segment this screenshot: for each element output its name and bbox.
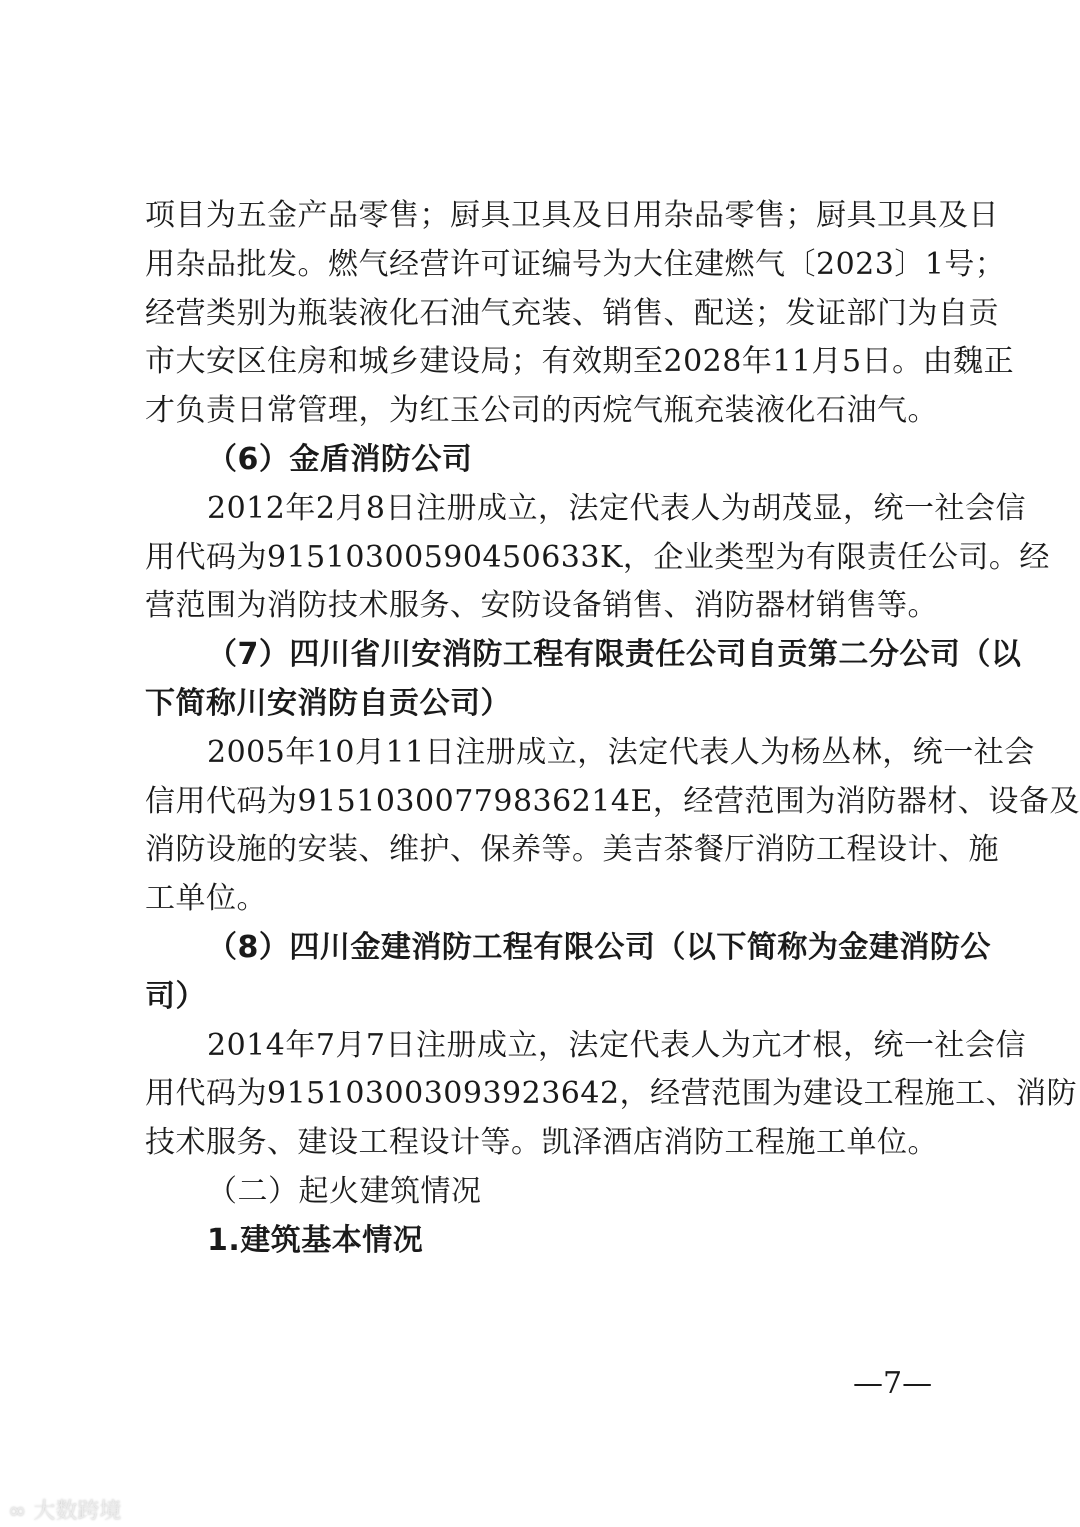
text-line: 2014年7月7日注册成立，法定代表人为亢才根，统一社会信 xyxy=(207,1027,1027,1063)
text-line: 用代码为91510300590450633K，企业类型为有限责任公司。经 xyxy=(145,539,1050,575)
paragraph xyxy=(145,1022,1078,1168)
subheading xyxy=(145,631,1022,729)
paragraph xyxy=(145,485,1050,631)
text-line: 1.建筑基本情况 xyxy=(207,1222,424,1258)
text-line: 才负责日常管理，为红玉公司的丙烷气瓶充装液化石油气。 xyxy=(145,393,938,429)
watermark-logo: ∞ 大数跨境 xyxy=(8,1499,122,1524)
text-line: 用杂品批发。燃气经营许可证编号为大住建燃气〔2023〕1号； xyxy=(145,246,1006,282)
paragraph xyxy=(145,729,1080,924)
subheading xyxy=(145,924,991,1022)
text-line: 2005年10月11日注册成立，法定代表人为杨丛林，统一社会 xyxy=(207,734,1035,770)
text-line: 项目为五金产品零售；厨具卫具及日用杂品零售；厨具卫具及日 xyxy=(145,198,999,233)
text-line: 经营类别为瓶装液化石油气充装、销售、配送；发证部门为自贡 xyxy=(145,295,999,331)
text-line: 营范围为消防技术服务、安防设备销售、消防器材销售等。 xyxy=(145,588,938,624)
subheading xyxy=(145,1217,945,1266)
text-line: （7）四川省川安消防工程有限责任公司自贡第二分公司（以 xyxy=(207,637,1022,673)
page-number: —7— xyxy=(853,1366,933,1401)
section-heading xyxy=(145,1168,945,1217)
text-line: 用代码为915103003093923642，经营范围为建设工程施工、消防 xyxy=(145,1076,1078,1112)
text-line: （6）金盾消防公司 xyxy=(207,441,473,477)
subheading xyxy=(145,436,945,485)
paragraph xyxy=(145,192,1015,436)
text-line: 消防设施的安装、维护、保养等。美吉茶餐厅消防工程设计、施 xyxy=(145,832,999,868)
watermark-text: 大数跨境 xyxy=(33,1499,122,1524)
text-line: 市大安区住房和城乡建设局；有效期至2028年11月5日。由魏正 xyxy=(145,344,1015,380)
text-line: 下简称川安消防自贡公司） xyxy=(145,685,511,721)
text-line: 信用代码为91510300779836214E，经营范围为消防器材、设备及 xyxy=(145,783,1080,819)
text-line: （8）四川金建消防工程有限公司（以下简称为金建消防公 xyxy=(207,929,991,965)
text-line: 工单位。 xyxy=(145,881,267,917)
text-line: 2012年2月8日注册成立，法定代表人为胡茂显，统一社会信 xyxy=(207,490,1027,526)
text-line: 技术服务、建设工程设计等。凯泽酒店消防工程施工单位。 xyxy=(145,1125,938,1161)
document-body xyxy=(145,192,1080,1266)
text-line: 司） xyxy=(145,978,206,1014)
text-line: （二）起火建筑情况 xyxy=(207,1173,482,1209)
